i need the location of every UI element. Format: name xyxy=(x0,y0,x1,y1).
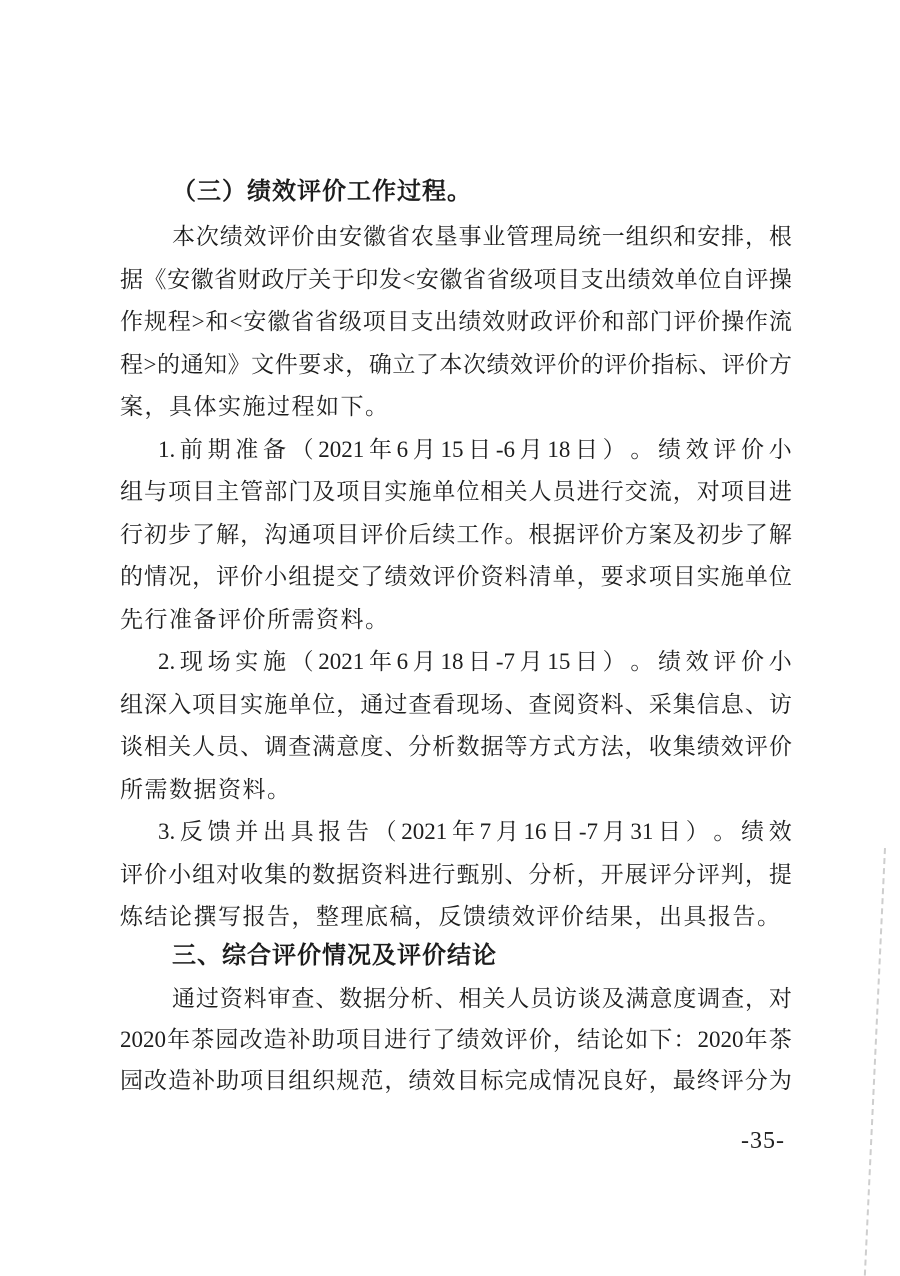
text-line: 行 初 步 了 解 ， 沟 通 项 目 评 价 后 续 工 作 。 根 据 评 价 方 案 及 初 步 了 解 xyxy=(120,522,792,547)
text-line: 据 《 安 徽 省 财 政 厅 关 于 印 发 < 安 徽 省 省 级 项 目 支 出 绩 效 单 位 自 评 操 xyxy=(120,267,792,292)
text-line: 通 过 资 料 审 查 、 数 据 分 析 、 相 关 人 员 访 谈 及 满 意 度 调 查 ， 对 xyxy=(172,986,792,1011)
text-line: 的 情 况 ， 评 价 小 组 提 交 了 绩 效 评 价 资 料 清 单 ， 要 求 项 目 实 施 单 位 xyxy=(120,564,792,589)
text-line: 作 规 程 > 和 < 安 徽 省 省 级 项 目 支 出 绩 效 财 政 评 价 和 部 门 评 价 操 作 流 xyxy=(120,309,792,334)
text-line: 3. 反 馈 并 出 具 报 告 （ 2021 年 7 月 16 日 -7 月 31 日 ） 。 绩 效 xyxy=(158,819,792,844)
page-number: -35- xyxy=(741,1128,785,1154)
text-line: 组 与 项 目 主 管 部 门 及 项 目 实 施 单 位 相 关 人 员 进 行 交 流 ， 对 项 目 进 xyxy=(120,479,792,504)
section-heading: 三、综合评价情况及评价结论 xyxy=(172,941,497,969)
text-line: 2. 现 场 实 施 （ 2021 年 6 月 18 日 -7 月 15 日 ） 。 绩 效 评 价 小 xyxy=(158,649,792,674)
text-line: 炼结论撰写报告，整理底稿，反馈绩效评价结果，出具报告。 xyxy=(120,904,782,929)
text-line: 程 > 的 通 知 》 文 件 要 求 ， 确 立 了 本 次 绩 效 评 价 的 评 价 指 标 、 评 价 方 xyxy=(120,352,792,377)
text-line: 评 价 小 组 对 收 集 的 数 据 资 料 进 行 甄 别 、 分 析 ， 开 展 评 分 评 判 ， 提 xyxy=(120,862,792,887)
scan-artifact-line xyxy=(864,848,886,1276)
text-line: 1. 前 期 准 备 （ 2021 年 6 月 15 日 -6 月 18 日 ） 。 绩 效 评 价 小 xyxy=(158,437,792,462)
text-line: 园 改 造 补 助 项 目 组 织 规 范 ， 绩 效 目 标 完 成 情 况 良 好 ， 最 终 评 分 为 xyxy=(120,1068,792,1093)
text-line: 先行准备评价所需资料。 xyxy=(120,607,390,632)
text-line: 2020 年 茶 园 改 造 补 助 项 目 进 行 了 绩 效 评 价 ， 结 论 如 下 ： 2020 年 茶 xyxy=(120,1027,792,1052)
text-line: 组 深 入 项 目 实 施 单 位 ， 通 过 查 看 现 场 、 查 阅 资 料 、 采 集 信 息 、 访 xyxy=(120,692,792,717)
text-line: 谈 相 关 人 员 、 调 查 满 意 度 、 分 析 数 据 等 方 式 方 法 ， 收 集 绩 效 评 价 xyxy=(120,734,792,759)
section-heading: （三）绩效评价工作过程。 xyxy=(172,179,472,205)
text-line: 本 次 绩 效 评 价 由 安 徽 省 农 垦 事 业 管 理 局 统 一 组 织 和 安 排 ， 根 xyxy=(172,224,792,249)
text-line: 所需数据资料。 xyxy=(120,777,292,802)
text-line: 案，具体实施过程如下。 xyxy=(120,394,390,419)
